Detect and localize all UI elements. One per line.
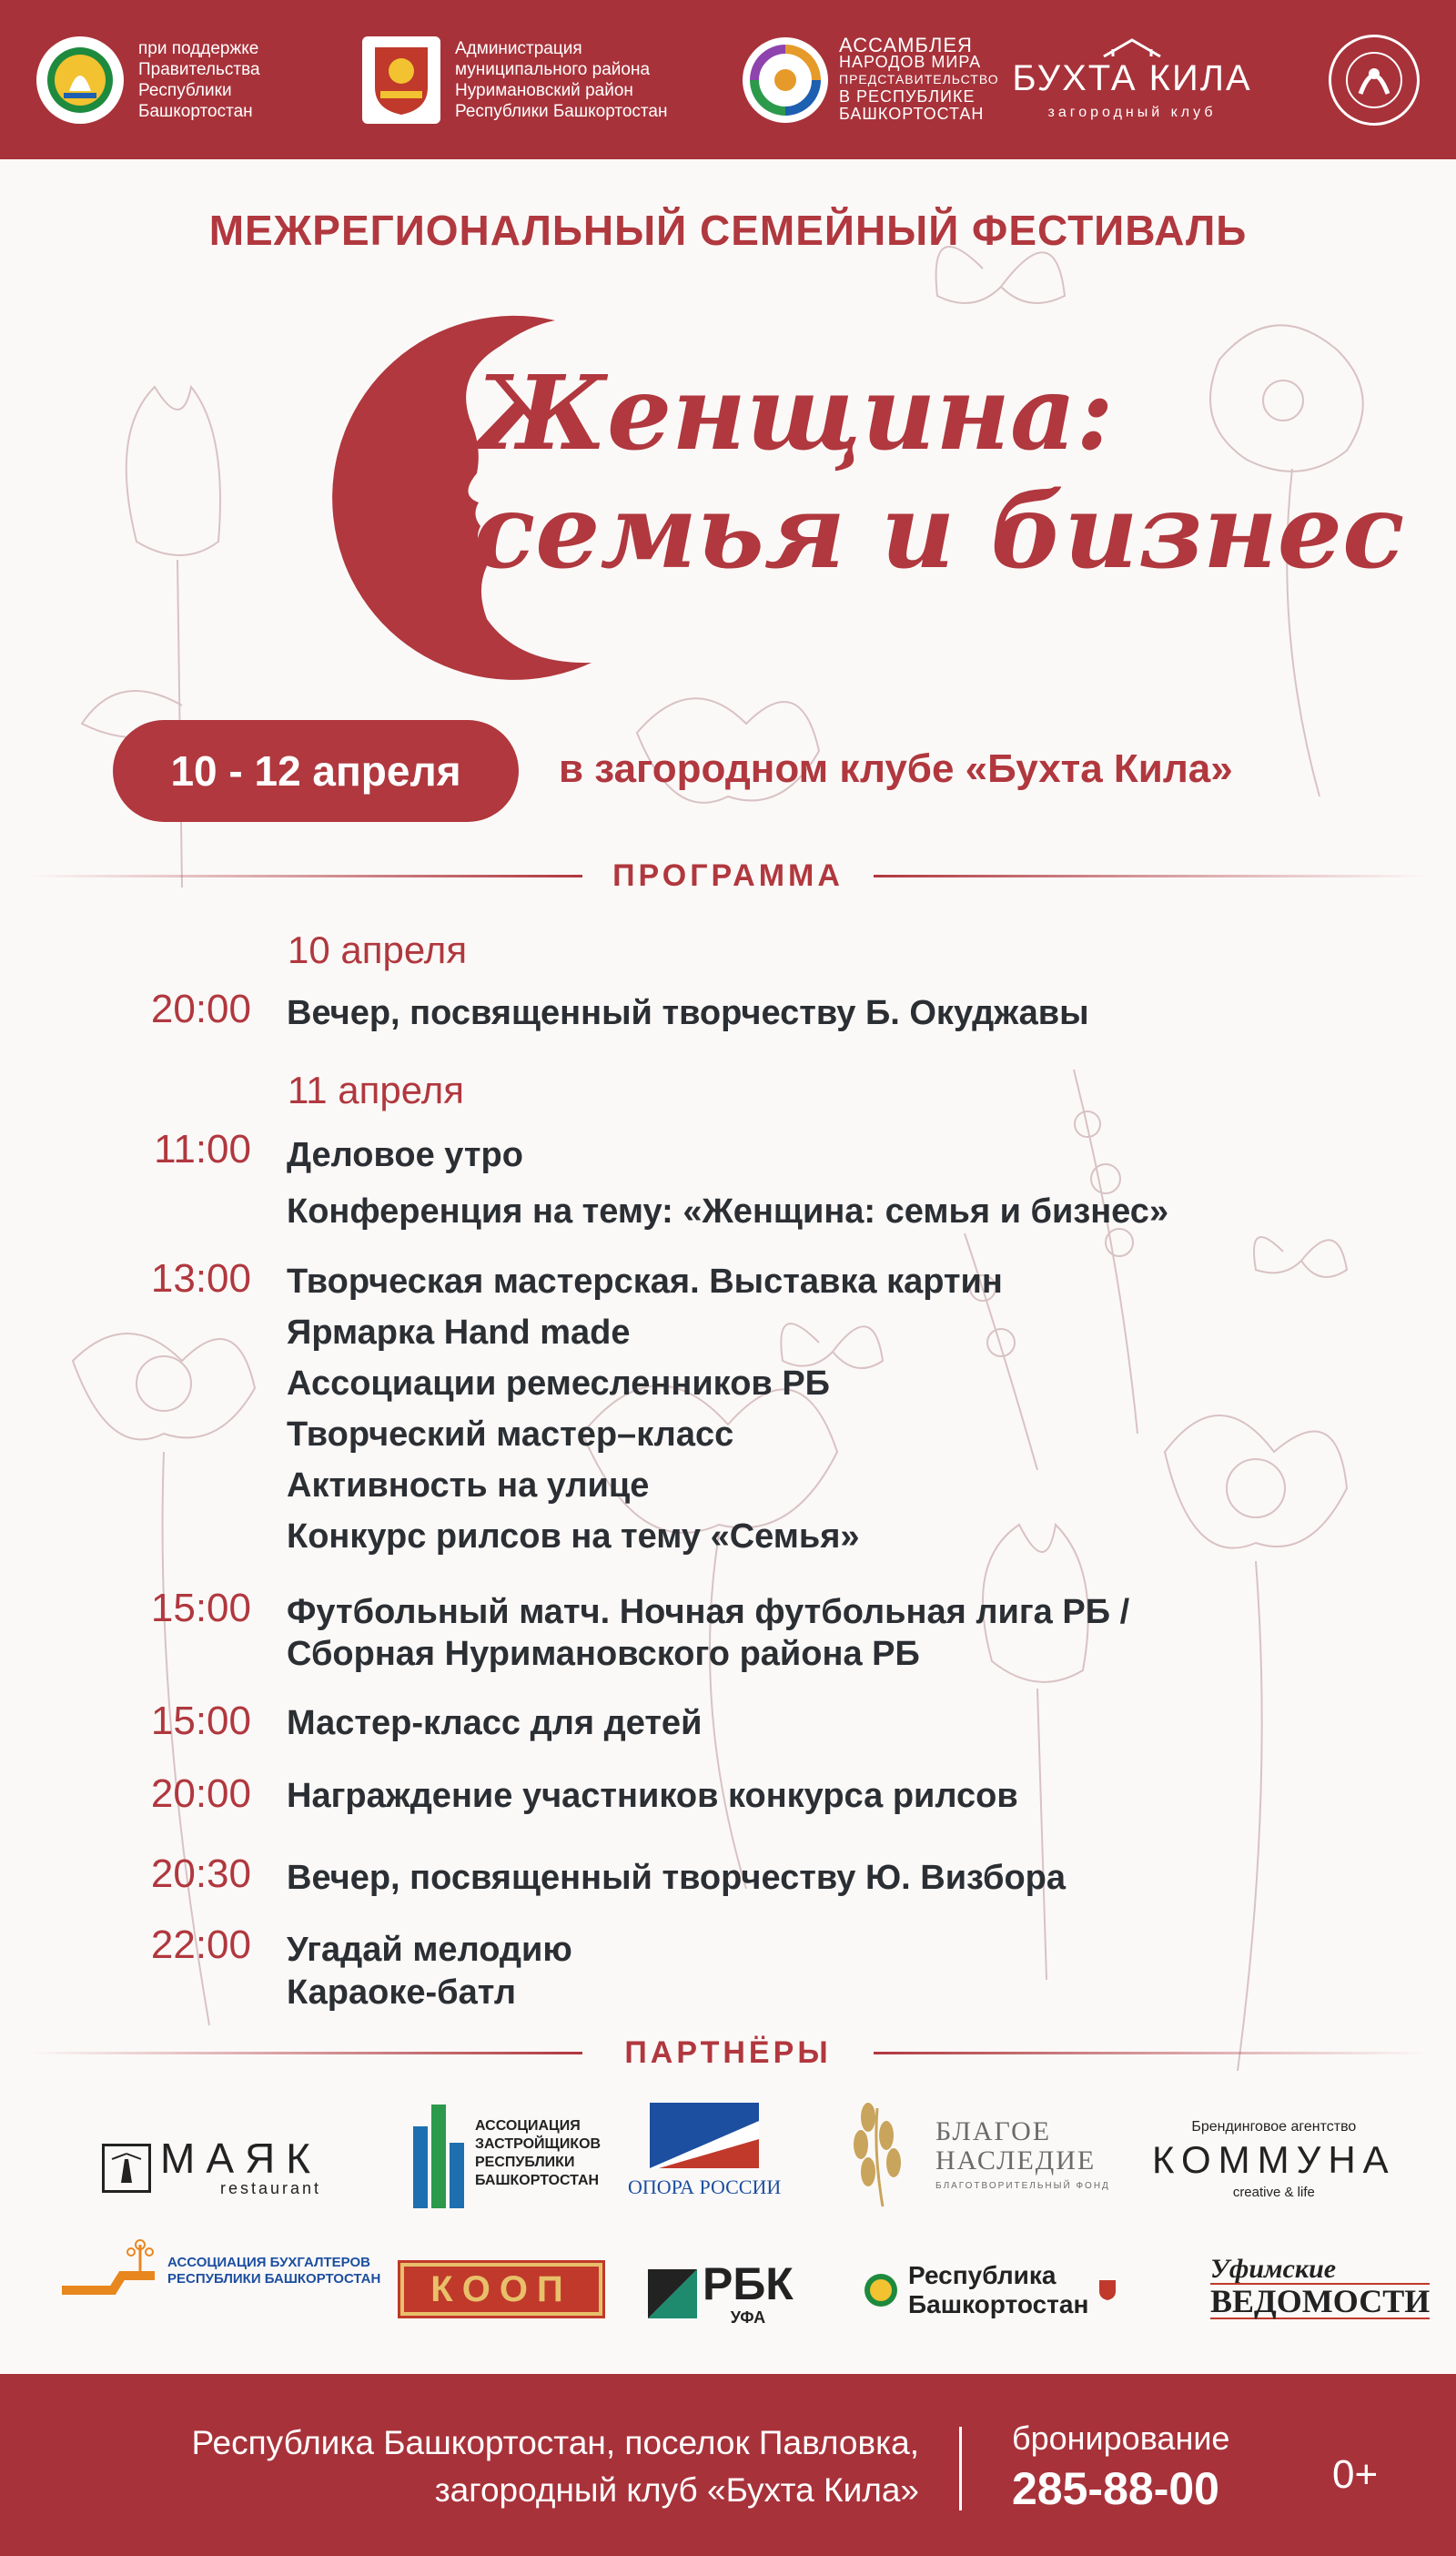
builders-line1: АССОЦИАЦИЯ [475,2118,581,2134]
time-label: 22:00 [150,1922,251,1967]
title-line2: семья и бизнес [473,472,1405,592]
kommuna-sub: creative & life [1232,2185,1315,2200]
respublika-emblem-icon [863,2272,899,2308]
mayak-name: МАЯК [160,2135,322,2182]
time-label: 11:00 [154,1127,251,1172]
festival-title [473,355,1404,592]
opora-flag-icon [650,2103,759,2168]
buildings-icon [411,2099,466,2208]
builders-line3: РЕСПУБЛИКИ [475,2155,575,2170]
time-label: 20:00 [150,1771,251,1816]
vedomosti-line1: Уфимские [1210,2254,1337,2284]
time-label: 15:00 [150,1586,251,1630]
nurimanov-coat-of-arms-icon [362,36,440,124]
event-item: Творческий мастер–класс [287,1415,734,1454]
partners-heading: ПАРТНЁРЫ [624,2035,832,2070]
event-item: Вечер, посвященный творчеству Ю. Визбора [287,1859,1067,1897]
event-item: Вечер, посвященный творчеству Б. Окуджавы [287,994,1089,1032]
venue-text: в загородном клубе «Бухта Кила» [559,746,1233,791]
address [191,2419,919,2514]
nasledie-line1: БЛАГОЕ [935,2115,1052,2146]
booking-phone[interactable]: 285-88-00 [1012,2463,1219,2514]
bashkortostan-emblem-icon [36,36,124,124]
time-label: 20:30 [150,1851,251,1896]
event-item: Конкурс рилсов на тему «Семья» [287,1517,860,1556]
partner-nasledie [841,2099,1110,2208]
partner-respublika [863,2261,1117,2319]
builders-line2: ЗАСТРОЙЩИКОВ [475,2136,602,2152]
rbk-mark-icon [648,2269,697,2318]
event-item: Активность на улице [287,1466,650,1505]
club-sub: загородный клуб [1047,105,1217,120]
partner-mayak [102,2137,321,2198]
event-item: Конференция на тему: «Женщина: семья и бизнес» [287,1192,1169,1231]
assembly-line1: АССАМБЛЕЯ [839,34,973,56]
mayak-sub: restaurant [219,2179,322,2197]
rbk-name: РБК [703,2258,794,2309]
event-item: Творческая мастерская. Выставка картин [287,1263,1003,1301]
partner-accountants [58,2239,380,2303]
festival-subtitle: МЕЖРЕГИОНАЛЬНЫЙ СЕМЕЙНЫЙ ФЕСТИВАЛЬ [208,207,1248,254]
title-line1: Женщина: [473,354,1114,473]
event-item: Награждение участников конкурса рилсов [287,1777,1018,1815]
day-heading: 10 апреля [288,928,468,971]
booking-label: бронирование [1012,2419,1230,2457]
program-heading: ПРОГРАММА [612,858,844,893]
event-item: Футбольный матч. Ночная футбольная лига РБ / [287,1593,1130,1631]
event-item: Ярмарка Hand made [287,1314,631,1352]
respublika-line2: Башкортостан [908,2290,1089,2318]
respublika-line1: Республика [908,2261,1057,2289]
event-item: Сборная Нуримановского района РБ [287,1635,920,1673]
club-logo-icon [1329,35,1420,126]
kommuna-top: Брендинговое агентство [1191,2119,1357,2135]
opora-name: ОПОРА РОССИИ [628,2176,782,2198]
event-item: Угадай мелодию [287,1931,572,1969]
partner-builders [411,2099,601,2208]
header-band [0,0,1456,159]
partner-rbk [648,2259,794,2328]
day-heading: 11 апреля [288,1069,464,1111]
footer-band [0,2374,1456,2556]
sponsor-government-text: при поддержке Правительства Республики Башкортостан [138,38,260,121]
sponsor-administration [362,36,726,124]
kommuna-name: КОММУНА [1152,2138,1396,2181]
bukhta-pavilion-icon [996,38,1269,58]
address-line1: Республика Башкортостан, поселок Павловка, [191,2424,919,2461]
assembly-line4: В РЕСПУБЛИКЕ [839,87,976,106]
small-crest-icon [1097,2278,1117,2302]
sponsor-government [36,36,346,124]
partners-divider [27,2030,1429,2075]
lighthouse-icon [102,2144,151,2193]
time-label: 13:00 [150,1256,251,1301]
nasledie-sub: БЛАГОТВОРИТЕЛЬНЫЙ ФОНД [935,2180,1110,2191]
age-rating: 0+ [1332,2452,1379,2497]
program-divider [27,853,1429,898]
time-label: 15:00 [150,1699,251,1743]
builders-line4: БАШКОРТОСТАН [475,2173,600,2188]
partner-kommuna [1152,2119,1396,2200]
event-item: Деловое утро [287,1136,523,1174]
nasledie-line2: НАСЛЕДИЕ [935,2145,1097,2176]
accountants-line1: АССОЦИАЦИЯ БУХГАЛТЕРОВ [167,2255,370,2270]
wheat-icon [841,2099,923,2208]
accountants-tree-icon [58,2239,158,2303]
partner-vedomosti [1210,2256,1430,2319]
koop-name: КООП [400,2263,602,2316]
assembly-line2: НАРОДОВ МИРА [839,53,982,71]
event-item: Караоке-батл [287,1973,517,2012]
accountants-line2: РЕСПУБЛИКИ БАШКОРТОСТАН [167,2271,381,2287]
dates-badge: 10 - 12 апреля [113,720,519,822]
footer-separator [959,2427,962,2510]
sponsor-administration-text: Администрация муниципального района Нуримановский район Республики Башкортостан [455,38,668,121]
bukhta-kila-logo [996,38,1269,121]
assembly-line3: ПРЕДСТАВИТЕЛЬСТВО [839,72,999,86]
event-item: Ассоциации ремесленников РБ [287,1364,830,1403]
assembly-line5: БАШКОРТОСТАН [839,105,985,123]
partner-opora [628,2103,781,2199]
club-name: БУХТА КИЛА [1012,58,1252,98]
time-label: 20:00 [150,987,251,1031]
partner-koop [400,2263,602,2316]
rbk-sub: УФА [730,2308,766,2327]
event-item: Мастер-класс для детей [287,1704,703,1742]
vedomosti-line2: ВЕДОМОСТИ [1210,2283,1431,2319]
assembly-logo [743,34,999,123]
assembly-ring-icon [743,37,828,123]
address-line2: загородный клуб «Бухта Кила» [434,2471,919,2509]
